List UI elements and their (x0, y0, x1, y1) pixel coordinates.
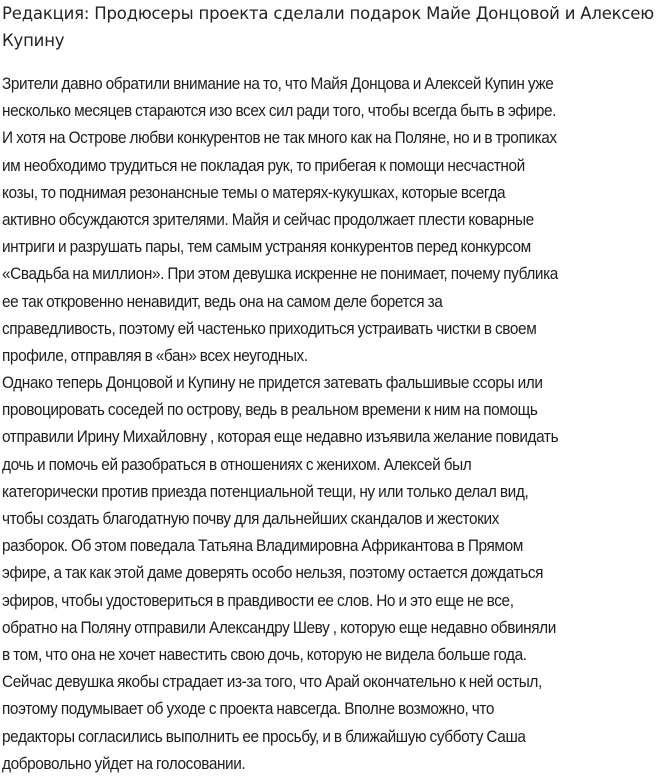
paragraph-line: им необходимо трудиться не покладая рук, то прибегая к помощи несчастной (2, 155, 525, 175)
article-title (2, 0, 662, 54)
article-paragraph-2 (2, 369, 670, 777)
paragraph-line: добровольно уйдет на голосовании. (2, 753, 246, 773)
paragraph-line: разборок. Об этом поведала Татьяна Владимировна Африкантова в Прямом (2, 536, 523, 556)
paragraph-line: профиле, отправляя в «бан» всех неугодных. (2, 346, 308, 366)
paragraph-line: интриги и разрушать пары, тем самым устраняя конкурентов перед конкурсом (2, 237, 531, 257)
paragraph-line: ее так откровенно ненавидит, ведь она на самом деле борется за (2, 291, 443, 311)
paragraph-line: эфиров, чтобы удостовериться в правдивости ее слов. Но и это еще не все, (2, 590, 514, 610)
paragraph-line: редакторы согласились выполнить ее просьбу, и в ближайшую субботу Саша (2, 726, 526, 746)
paragraph-line: справедливость, поэтому ей частенько приходиться устраивать чистки в своем (2, 318, 537, 338)
paragraph-line: несколько месяцев стараются изо всех сил ради того, чтобы всегда быть в эфире. (2, 101, 557, 121)
paragraph-line: Однако теперь Донцовой и Купину не придется затевать фальшивые ссоры или (2, 373, 543, 392)
paragraph-line: эфире, а так как этой даме доверять особо нельзя, поэтому остается дождаться (2, 563, 544, 583)
title-line: Редакция: Продюсеры проекта сделали подарок Майе Донцовой и Алексею (2, 4, 654, 23)
article-paragraph-1 (2, 70, 670, 369)
paragraph-line: Зрители давно обратили внимание на то, что Майя Донцова и Алексей Купин уже (2, 74, 554, 93)
paragraph-line: поэтому подумывает об уходе с проекта навсегда. Вполне возможно, что (2, 699, 495, 719)
paragraph-line: отправили Ирину Михайловну , которая еще недавно изъявила желание повидать (2, 427, 559, 447)
paragraph-line: козы, то поднимая резонансные темы о матерях-кукушках, которые всегда (2, 182, 506, 202)
paragraph-line: провоцировать соседей по острову, ведь в реальном времени к ним на помощь (2, 400, 538, 420)
paragraph-line: обратно на Поляну отправили Александру Шеву , которую еще недавно обвиняли (2, 617, 556, 637)
paragraph-line: чтобы создать благодатную почву для дальнейших скандалов и жестоких (2, 509, 499, 529)
paragraph-line: активно обсуждаются зрителями. Майя и сейчас продолжает плести коварные (2, 210, 534, 230)
paragraph-line: дочь и помочь ей разобраться в отношениях с женихом. Алексей был (2, 454, 472, 474)
title-line: Купину (2, 31, 65, 50)
paragraph-line: «Свадьба на миллион». При этом девушка искренне не понимает, почему публика (2, 264, 558, 284)
paragraph-line: категорически против приезда потенциальной тещи, ну или только делал вид, (2, 481, 529, 501)
paragraph-line: в том, что она не хочет навестить свою дочь, которую не видела больше года. (2, 645, 527, 665)
paragraph-line: И хотя на Острове любви конкурентов не так много как на Поляне, но и в тропиках (2, 128, 557, 148)
paragraph-line: Сейчас девушка якобы страдает из-за того, что Арай окончательно к ней остыл, (2, 672, 542, 692)
